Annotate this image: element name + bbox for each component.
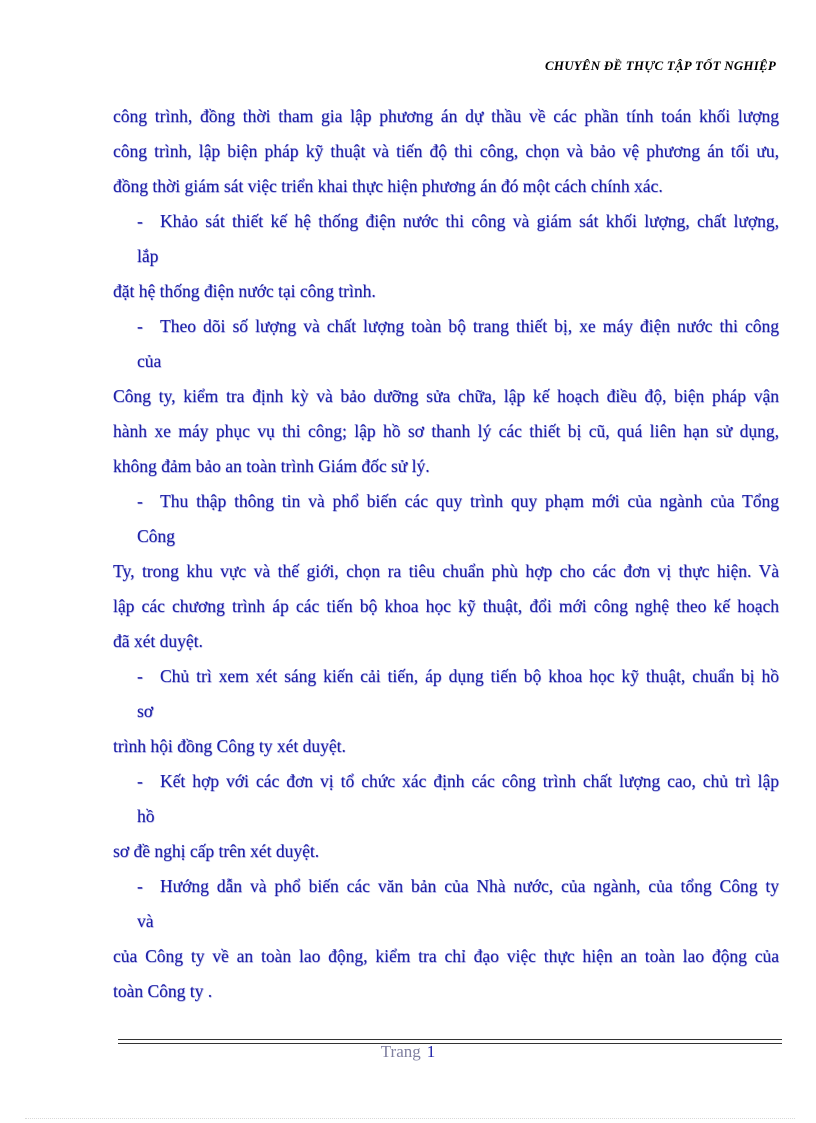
- text-line: trình hội đồng Công ty xét duyệt.: [113, 736, 346, 756]
- text-line: đã xét duyệt.: [113, 631, 203, 651]
- bullet-item: [113, 484, 779, 519]
- page-header: CHUYÊN ĐỀ THỰC TẬP TỐT NGHIỆP: [545, 58, 776, 73]
- text-line: và: [137, 911, 154, 931]
- text-line: không đảm bảo an toàn trình Giám đốc sử lý.: [113, 456, 430, 476]
- text-line: lập các chương trình áp các tiến bộ khoa học kỹ thuật, đổi mới công nghệ theo kế hoạch: [113, 596, 779, 616]
- text-line: hành xe máy phục vụ thi công; lập hồ sơ thanh lý các thiết bị cũ, quá liên hạn sử dụng,: [113, 421, 779, 441]
- bullet-item: [113, 204, 779, 239]
- text-line: đặt hệ thống điện nước tại công trình.: [113, 281, 376, 301]
- page-number: 1: [426, 1042, 436, 1061]
- bullet-item: [113, 659, 779, 694]
- bullet-item: [113, 764, 779, 799]
- bullet-marker: -: [137, 316, 143, 336]
- text-line: Công: [137, 526, 175, 546]
- bullet-text: Khảo sát thiết kế hệ thống điện nước thi công và giám sát khối lượng, chất lượng,: [160, 211, 779, 231]
- bullet-item: [113, 309, 779, 344]
- body-text: [113, 99, 779, 1009]
- page-label: Trang: [380, 1042, 421, 1061]
- bullet-text: Kết hợp với các đơn vị tổ chức xác định các công trình chất lượng cao, chủ trì lập: [160, 771, 779, 791]
- bullet-marker: -: [137, 211, 143, 231]
- bullet-marker: -: [137, 666, 143, 686]
- bullet-marker: -: [137, 876, 143, 896]
- bullet-marker: -: [137, 491, 143, 511]
- text-line: công trình, lập biện pháp kỹ thuật và tiến độ thi công, chọn và bảo vệ phương án tối ưu,: [113, 141, 779, 161]
- text-line: lắp: [137, 246, 159, 266]
- text-line: toàn Công ty .: [113, 981, 213, 1001]
- bullet-text: Thu thập thông tin và phổ biến các quy trình quy phạm mới của ngành của Tổng: [160, 491, 779, 511]
- footer-rule: [118, 1039, 782, 1040]
- page-bottom-border: [25, 1118, 795, 1119]
- text-line: Công ty, kiểm tra định kỳ và bảo dưỡng sửa chữa, lập kế hoạch điều độ, biện pháp vận: [113, 386, 779, 406]
- text-line: đồng thời giám sát việc triển khai thực hiện phương án đó một cách chính xác.: [113, 176, 663, 196]
- text-line: sơ: [137, 701, 154, 721]
- text-line: của: [137, 351, 162, 371]
- bullet-marker: -: [137, 771, 143, 791]
- text-line: Ty, trong khu vực và thế giới, chọn ra tiêu chuẩn phù hợp cho các đơn vị thực hiện. Và: [113, 561, 779, 581]
- text-line: của Công ty về an toàn lao động, kiểm tra chỉ đạo việc thực hiện an toàn lao động của: [113, 946, 779, 966]
- bullet-text: Chủ trì xem xét sáng kiến cải tiến, áp dụng tiến bộ khoa học kỹ thuật, chuẩn bị hồ: [160, 666, 779, 686]
- bullet-text: Theo dõi số lượng và chất lượng toàn bộ trang thiết bị, xe máy điện nước thi công: [160, 316, 779, 336]
- text-line: hồ: [137, 806, 155, 826]
- bullet-item: [113, 869, 779, 904]
- bullet-text: Hướng dẫn và phổ biến các văn bản của Nhà nước, của ngành, của tổng Công ty: [160, 876, 779, 896]
- page-footer: [0, 1042, 816, 1062]
- text-line: sơ đề nghị cấp trên xét duyệt.: [113, 841, 320, 861]
- text-line: công trình, đồng thời tham gia lập phương án dự thầu về các phần tính toán khối lượng: [113, 106, 779, 126]
